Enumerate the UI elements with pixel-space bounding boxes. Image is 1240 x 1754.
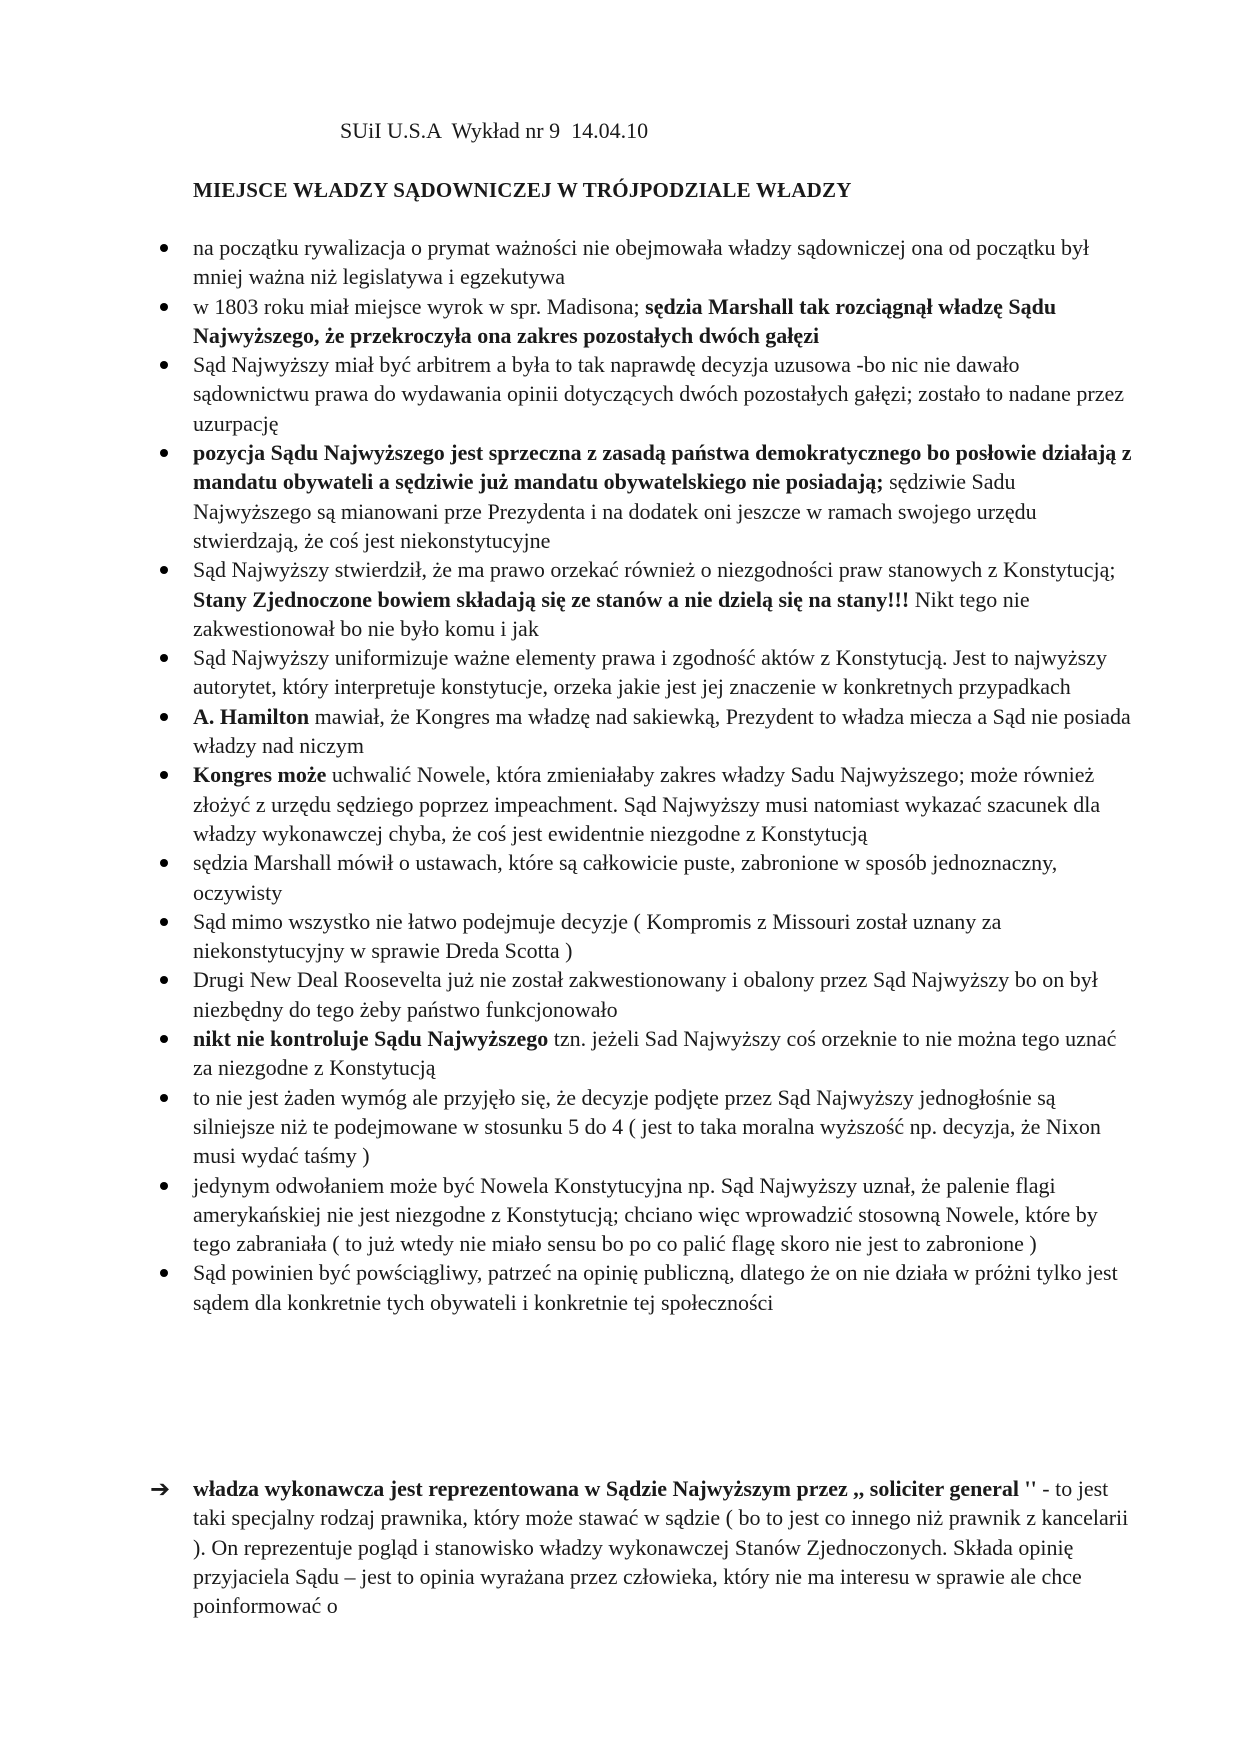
bullet-icon — [160, 713, 168, 721]
body-text: Nikt tego nie zakwestionował bo nie było komu i jak — [193, 586, 1030, 641]
bullet-icon — [160, 1035, 168, 1043]
body-text: tzn. jeżeli Sad Najwyższy coś orzeknie to nie można tego uznać za niezgodne z Konstytucją — [193, 1026, 1117, 1081]
list-item — [150, 760, 1135, 848]
list-item — [150, 848, 1135, 907]
bullet-icon — [160, 918, 168, 926]
body-text: Sąd Najwyższy uniformizuje ważne elementy prawa i zgodność aktów z Konstytucją. Jest to najwyższy autorytet, który interpretuje konstytucje, orzeka jakie jest jej znaczenie w konkretnych przypadkach — [193, 645, 1107, 700]
bullet-icon — [160, 1269, 168, 1277]
bold-text: Stany Zjednoczone bowiem składają się ze stanów a nie dzielą się na stany!!! — [193, 586, 910, 612]
body-text: Sąd Najwyższy stwierdził, że ma prawo orzekać również o niezgodności praw stanowych z Konstytucją; — [193, 557, 1116, 583]
body-text: na początku rywalizacja o prymat ważności nie obejmowała władzy sądowniczej ona od początku był mniej ważna niż legislatywa i egzekutywa — [193, 235, 1090, 290]
bullet-icon — [160, 566, 168, 574]
list-item — [150, 555, 1135, 643]
list-item — [150, 907, 1135, 966]
bold-text: pozycja Sądu Najwyższego jest sprzeczna z zasadą państwa demokratycznego bo posłowie działają z mandatu obywateli a sędziwie już mandatu obywatelskiego nie posiadają; — [193, 440, 1132, 495]
arrow-paragraph — [150, 1474, 1135, 1620]
bullet-icon — [160, 859, 168, 867]
list-item — [150, 1083, 1135, 1171]
body-text: Drugi New Deal Roosevelta już nie został zakwestionowany i obalony przez Sąd Najwyższy bo on był niezbędny do tego żeby państwo funkcjonowało — [193, 967, 1098, 1022]
list-item — [150, 965, 1135, 1024]
bullet-icon — [160, 976, 168, 984]
body-text: sędziwie Sadu Najwyższego są mianowani prze Prezydenta i na dodatek oni jeszcze w ramach swojego urzędu stwierdzają, że coś jest niekonstytucyjne — [193, 469, 1037, 553]
section-title: MIEJSCE WŁADZY SĄDOWNICZEJ W TRÓJPODZIALE WŁADZY — [193, 178, 852, 202]
list-item — [150, 438, 1135, 555]
body-text: uchwalić Nowele, która zmieniałaby zakres władzy Sadu Najwyższego; może również złożyć z urzędu sędziego poprzez impeachment. Sąd Najwyższy musi natomiast wykazać szacunek dla władzy wykonawczej chyba, że coś jest ewidentnie niezgodne z Konstytucją — [193, 762, 1101, 846]
body-text: Sąd Najwyższy miał być arbitrem a była to tak naprawdę decyzja uzusowa -bo nic nie dawało sądownictwu prawa do wydawania opinii dotyczących dwóch pozostałych gałęzi; zostało to nadane przez uzurpację — [193, 352, 1124, 436]
bullet-icon — [160, 361, 168, 369]
bullet-icon — [160, 449, 168, 457]
bullet-icon — [160, 1094, 168, 1102]
list-item — [150, 1024, 1135, 1083]
body-text: w 1803 roku miał miejsce wyrok w spr. Madisona; — [193, 293, 646, 319]
bullet-icon — [160, 771, 168, 779]
body-text: Sąd mimo wszystko nie łatwo podejmuje decyzje ( Kompromis z Missouri został uznany za niekonstytucyjny w sprawie Dreda Scotta ) — [193, 908, 1002, 964]
bullet-icon — [160, 303, 168, 311]
body-text: mawiał, że Kongres ma władzę nad sakiewką, Prezydent to władza miecza a Sąd nie posiada władzy nad niczym — [193, 703, 1131, 759]
list-item — [150, 1258, 1135, 1317]
body-text: sędzia Marshall mówił o ustawach, które są całkowicie puste, zabronione w sposób jednoznaczny, oczywisty — [193, 850, 1058, 905]
bold-text: nikt nie kontroluje Sądu Najwyższego — [193, 1026, 549, 1052]
body-text: Sąd powinien być powściągliwy, patrzeć na opinię publiczną, dlatego że on nie działa w próżni tylko jest sądem dla konkretnie tych obywateli i konkretnie tej społeczności — [193, 1260, 1118, 1315]
list-item — [150, 702, 1135, 761]
list-item — [150, 292, 1135, 351]
bullet-icon — [160, 1182, 168, 1190]
list-item — [150, 643, 1135, 702]
bold-text: sędzia Marshall tak rozciągnął władzę Sądu Najwyższego, że przekroczyła ona zakres pozostałych dwóch gałęzi — [193, 293, 1057, 348]
list-item — [150, 350, 1135, 438]
bullet-icon — [160, 654, 168, 662]
bold-text: Kongres może — [193, 762, 327, 788]
body-text: to nie jest żaden wymóg ale przyjęło się, że decyzje podjęte przez Sąd Najwyższy jednogłośnie są silniejsze niż te podejmowane w stosunku 5 do 4 ( jest to taka moralna wyższość np. decyzja, że Nixon musi wydać taśmy ) — [193, 1084, 1101, 1169]
list-item — [150, 1171, 1135, 1259]
bullet-icon — [160, 244, 168, 252]
list-item — [150, 233, 1135, 292]
arrow-bold-text: władza wykonawcza jest reprezentowana w Sądzie Najwyższym przez ,, soliciter general '' — [193, 1476, 1043, 1501]
body-text: jedynym odwołaniem może być Nowela Konstytucyjna np. Sąd Najwyższy uznał, że palenie flagi amerykańskiej nie jest niezgodne z Konstytucją; chciano więc wprowadzić stosowną Nowele, które by tego zabraniała ( to już wtedy nie miało sensu bo po co palić flagę skoro nie jest to zabronione ) — [193, 1172, 1098, 1257]
right-arrow-icon: ➔ — [150, 1475, 171, 1503]
bold-text: A. Hamilton — [193, 703, 310, 729]
bullet-list — [150, 233, 1135, 1317]
arrow-body-text: - to jest taki specjalny rodzaj prawnika, który może stawać w sądzie ( bo to jest co innego niż prawnik z kancelarii ). On reprezentuje pogląd i stanowisko władzy wykonawczej Stanów Zjednoczonych. Składa opinię przyjaciela Sądu – jest to opinia wyrażana przez człowieka, który nie ma interesu w sprawie ale chce poinformować o — [193, 1476, 1129, 1619]
lecture-header: SUiI U.S.A Wykład nr 9 14.04.10 — [340, 118, 649, 143]
